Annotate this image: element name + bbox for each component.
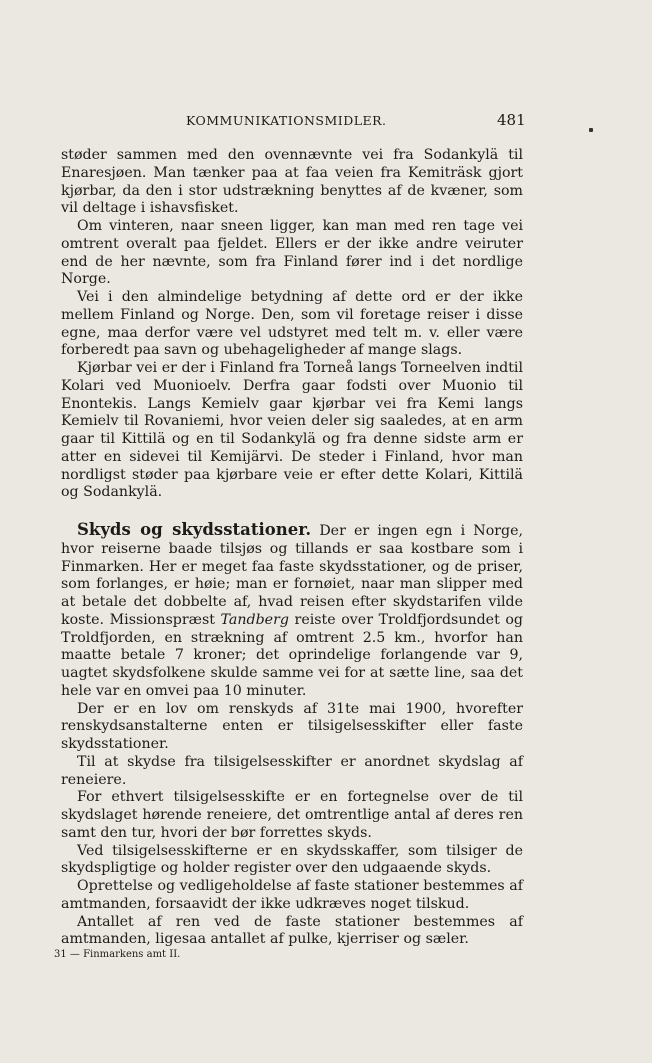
body-text xyxy=(61,147,523,949)
paragraph-reindeer-count: Antallet af ren ved de faste stationer bestemmes af amtmanden, ligesaa antallet af pulke, kjerriser og sæler. xyxy=(61,913,523,948)
printer-signature: 31 — Finmarkens amt II. xyxy=(54,949,181,960)
paragraph-continuation: støder sammen med den ovennævnte vei fra Sodankylä til Enaresjøen. Man tænker paa at faa veien fra Kemiträsk gjort kjørbar, da den i stor udstrækning benyttes af de kvæner, som vil deltage i ishavsfisket. xyxy=(61,147,523,217)
paragraph-skydsskaffer: Ved tilsigelsesskifterne er en skydsskaffer, som tilsiger de skydspligtige og holder register over den udgaaende skyds. xyxy=(61,842,523,877)
paragraph-drivable-roads: Kjørbar vei er der i Finland fra Torneå langs Torneelven indtil Kolari ved Muonioelv. Derfra gaar fodsti over Muonio til Enontekis. Langs Kemielv gaar kjørbar vei fra Kemi langs Kemielv til Rovaniemi, hvor veien deler sig saaledes, at en arm gaar til Kittilä og en til Sodankylä og fra denne sidste arm er atter en sidevei til Kemijärvi. De steder i Finland, hvor man nordligst støder paa kjørbare veie er efter dette Kolari, Kittilä og Sodankylä. xyxy=(61,360,523,501)
paragraph-register: For ethvert tilsigelsesskifte er en fortegnelse over de til skydslaget hørende reneiere, det omtrentlige antal af deres ren samt den tur, hvori der bør forrettes skyds. xyxy=(61,789,523,841)
page-number: 481 xyxy=(497,111,526,129)
paragraph-skydslag: Til at skydse fra tilsigelsesskifter er anordnet skydslag af reneiere. xyxy=(61,753,523,788)
paragraph-renskyds-law: Der er en lov om renskyds af 31te mai 1900, hvorefter renskydsanstalterne enten er tilsigelsesskifter eller faste skydsstationer. xyxy=(61,700,523,752)
paragraph-skyds-text-a: Der er ingen egn i Norge, hvor reiserne baade tilsjøs og tillands er saa kostbare som i Finmarken. Her er meget faa faste skydsstationer, og de priser, som forlanges, er høie; man er fornøiet, naar man slipper med at betale det dobbelte af, hvad reisen efter skydstarifen vilde koste. Missionspræst xyxy=(61,523,524,628)
person-name: Tandberg xyxy=(220,611,289,628)
paragraph-winter-routes: Om vinteren, naar sneen ligger, kan man med ren tage vei omtrent overalt paa fjeldet. Ellers er der ikke andre veiruter end de her nævnte, som fra Finland fører ind i det nordlige Norge. xyxy=(61,218,523,288)
paragraph-skyds-text-b: reiste over Troldfjordsundet og Troldfjorden, en strækning af omtrent 2.5 km., hvorfor han maatte betale 7 kroner; det oprindelige forlangende var 9, uagtet skydsfolkene skulde samme vei for at sætte line, saa det hele var en omvei paa 10 minuter. xyxy=(61,611,523,699)
running-header-title: KOMMUNIKATIONSMIDLER. xyxy=(186,113,387,128)
paragraph-stations: Oprettelse og vedligeholdelse af faste stationer bestemmes af amtmanden, forsaavidt der ikke udkræves noget tilskud. xyxy=(61,878,523,912)
paragraph-roads-finland-norway: Vei i den almindelige betydning af dette ord er der ikke mellem Finland og Norge. Den, som vil foretage reiser i disse egne, maa derfor være vel udstyret med telt m. v. eller være forberedt paa savn og ubehageligheder af mange slags. xyxy=(61,289,523,359)
paragraph-skyds-section xyxy=(61,521,523,701)
section-heading: Skyds og skydsstationer. xyxy=(77,520,312,539)
print-mark xyxy=(589,128,593,132)
